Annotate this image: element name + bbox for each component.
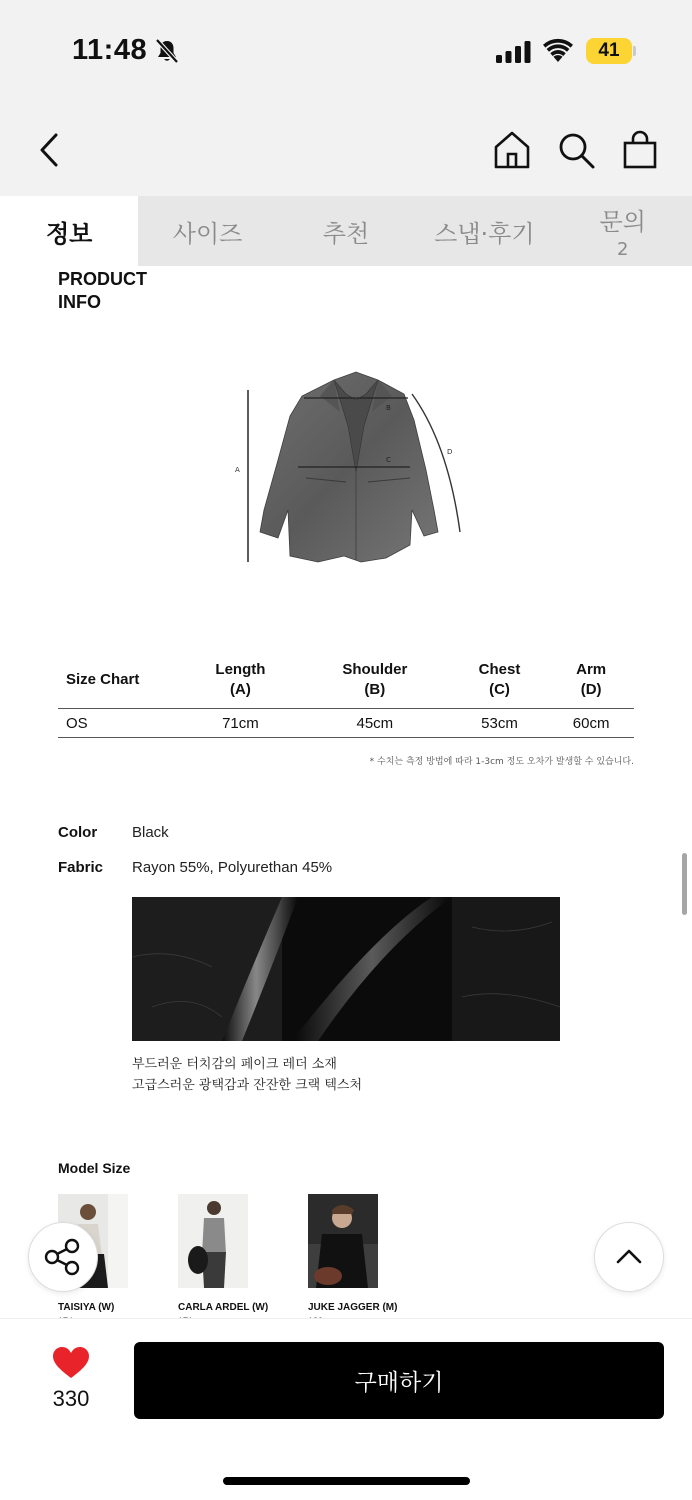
- fabric-value: Rayon 55%, Polyurethan 45%: [132, 859, 333, 876]
- fabric-desc-line: 고급스러운 광택감과 잔잔한 크랙 텍스처: [132, 1078, 363, 1093]
- home-icon[interactable]: [492, 130, 532, 170]
- tab-label: 스냅·후기: [434, 219, 535, 248]
- like-count: 330: [52, 1386, 90, 1411]
- column-header-chest: [451, 654, 548, 709]
- model-name: CARLA ARDEL (W): [178, 1302, 269, 1313]
- share-icon: [28, 1222, 98, 1292]
- size-chart-table: [58, 654, 634, 738]
- status-time: 11:48: [72, 34, 148, 66]
- value-cell: 71cm: [182, 709, 299, 738]
- model-name: TAISIYA (W): [58, 1302, 115, 1313]
- model-photo: [178, 1194, 248, 1288]
- column-header-shoulder: [299, 654, 451, 709]
- title-line: INFO: [58, 292, 101, 312]
- model-size-title: Model Size: [58, 1160, 131, 1176]
- back-icon[interactable]: [34, 130, 64, 170]
- tab-count: 2: [617, 239, 629, 260]
- column-name: Length: [215, 661, 266, 678]
- shopping-bag-icon[interactable]: [620, 130, 660, 170]
- model-card[interactable]: [178, 1194, 268, 1326]
- search-icon[interactable]: [556, 130, 596, 170]
- scroll-to-top-button[interactable]: [594, 1222, 664, 1292]
- column-code: (B): [364, 681, 386, 698]
- diagram-label-b: B: [386, 404, 391, 412]
- column-code: (C): [489, 681, 510, 698]
- diagram-label-a: A: [235, 466, 240, 474]
- heart-icon[interactable]: [52, 1346, 90, 1380]
- column-code: (D): [580, 681, 602, 698]
- tab-inquiry[interactable]: [554, 196, 692, 266]
- diagram-label-c: C: [386, 456, 391, 464]
- tab-bar: [0, 196, 692, 266]
- jacket-measurement-diagram: [226, 360, 476, 580]
- home-indicator: [223, 1477, 470, 1485]
- title-line: PRODUCT: [58, 269, 147, 289]
- table-row: [58, 709, 634, 738]
- size-chart-header: Size Chart: [58, 654, 182, 709]
- column-header-arm: [548, 654, 634, 709]
- scroll-indicator[interactable]: [682, 853, 687, 915]
- fabric-description: [132, 1054, 362, 1096]
- tab-label: 문의: [599, 208, 646, 236]
- value-cell: 45cm: [299, 709, 451, 738]
- chevron-up-icon: [594, 1222, 664, 1292]
- model-card[interactable]: [308, 1194, 397, 1326]
- status-bar: [0, 0, 692, 100]
- column-name: Chest: [478, 661, 521, 678]
- battery-nub: [633, 46, 636, 56]
- color-value: Black: [132, 824, 169, 841]
- diagram-label-d: D: [447, 448, 453, 456]
- model-photo: [308, 1194, 378, 1288]
- size-chart-note: * 수치는 측정 방법에 따라 1-3cm 정도 오차가 발생할 수 있습니다.: [369, 757, 634, 767]
- tab-recommend[interactable]: [277, 196, 415, 266]
- color-label: Color: [58, 824, 98, 841]
- product-info-title: [58, 268, 147, 314]
- tab-label: 사이즈: [172, 219, 243, 248]
- column-code: (A): [230, 681, 251, 698]
- model-name: JUKE JAGGER (M): [308, 1302, 398, 1313]
- tab-info[interactable]: [0, 196, 138, 266]
- column-name: Arm: [576, 661, 607, 678]
- bell-slash-icon: [154, 38, 180, 64]
- value-cell: 53cm: [451, 709, 548, 738]
- tab-snap-review[interactable]: [415, 196, 553, 266]
- fabric-texture-image: [132, 897, 560, 1041]
- signal-icon: [496, 40, 532, 64]
- battery-icon: [586, 38, 632, 64]
- column-name: Shoulder: [342, 661, 408, 678]
- value-cell: 60cm: [548, 709, 634, 738]
- fabric-label: Fabric: [58, 859, 104, 876]
- tab-size[interactable]: [138, 196, 276, 266]
- battery-level: 41: [598, 40, 620, 61]
- fabric-desc-line: 부드러운 터치감의 페이크 레더 소재: [132, 1057, 337, 1072]
- share-button[interactable]: [28, 1222, 98, 1292]
- tab-label: 정보: [46, 219, 93, 248]
- size-cell: OS: [58, 709, 182, 738]
- tab-label: 추천: [322, 219, 370, 248]
- column-header-length: [182, 654, 299, 709]
- buy-button[interactable]: 구매하기: [134, 1342, 664, 1419]
- wifi-icon: [542, 38, 574, 64]
